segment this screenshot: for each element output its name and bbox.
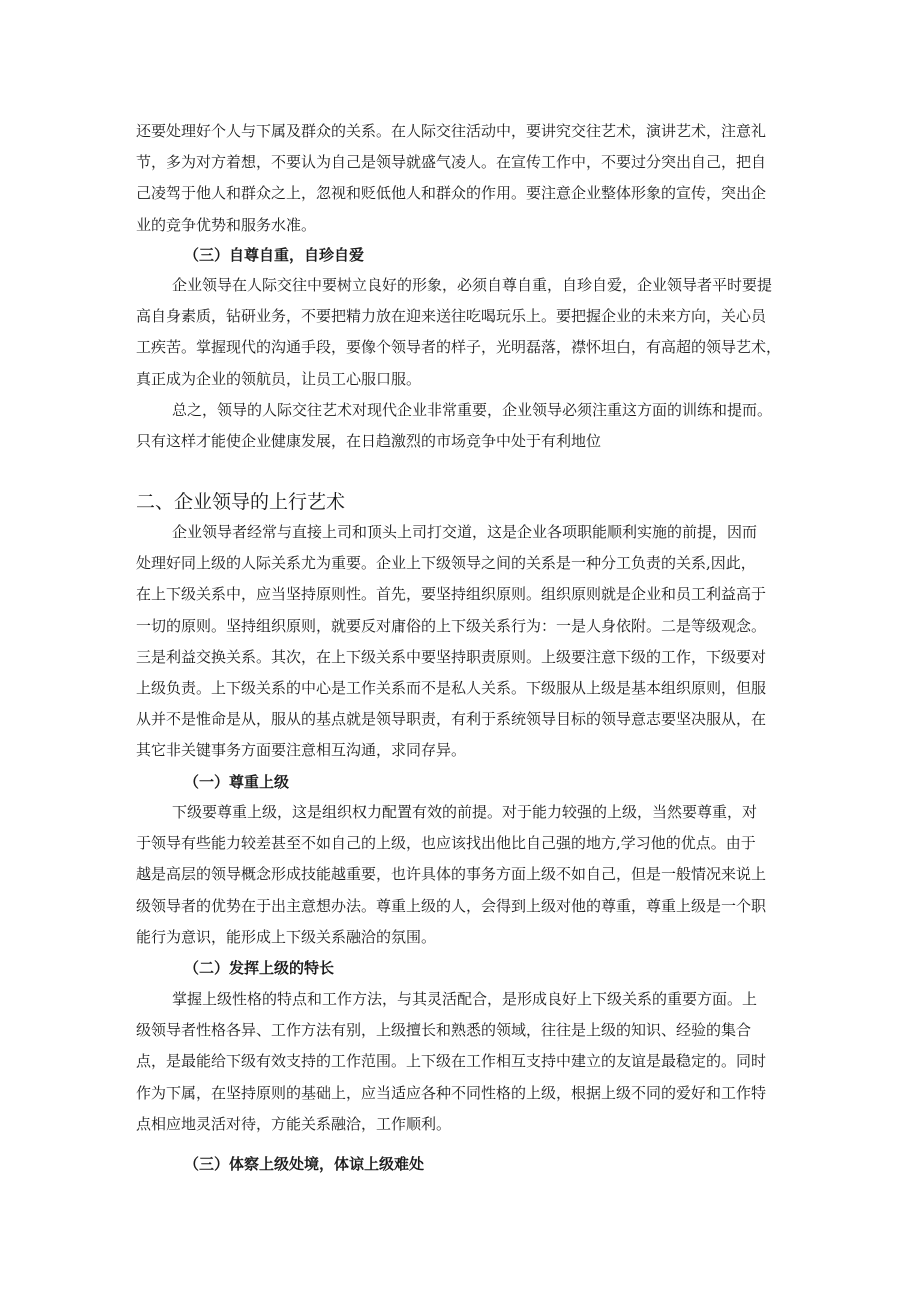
- paragraph-superior-strengths: [0, 984, 920, 1140]
- section-heading-superior-strengths: （二）发挥上级的特长: [184, 959, 335, 977]
- section-heading-self-respect: （三）自尊自重，自珍自爱: [184, 246, 365, 264]
- text-line: 于领导有些能力较差甚至不如自己的上级，也应该找出他比自己强的地方,学习他的优点。由于: [136, 834, 756, 853]
- section-heading-respect-superior: （一）尊重上级: [184, 773, 290, 791]
- text-line: 真正成为企业的领航员，让员工心服口服。: [136, 369, 422, 388]
- text-line: 点，是最能给下级有效支持的工作范围。上下级在工作相互支持中建立的友谊是最稳定的。同时: [136, 1052, 767, 1071]
- text-line: 作为下属，在坚持原则的基础上，应当适应各种不同性格的上级，根据上级不同的爱好和工作特: [136, 1083, 767, 1102]
- text-line: 下级要尊重上级，这是组织权力配置有效的前提。对于能力较强的上级，当然要尊重，对: [172, 803, 758, 821]
- text-line: 三是利益交换关系。其次，在上下级关系中要坚持职责原则。上级要注意下级的工作，下级要对: [136, 647, 767, 666]
- text-line: 己凌驾于他人和群众之上，忽视和贬低他人和群众的作用。要注意企业整体形象的宣传，突出企: [136, 184, 767, 203]
- paragraph-respect-superior: [0, 797, 920, 953]
- text-line: 只有这样才能使企业健康发展，在日趋激烈的市场竞争中处于有利地位: [136, 432, 602, 451]
- text-line: 上级负责。上下级关系的中心是工作关系而不是私人关系。下级服从上级是基本组织原则，但服: [136, 679, 767, 698]
- paragraph-self-respect: [0, 270, 920, 395]
- paragraph-summary: [0, 395, 920, 457]
- text-line: 企业领导在人际交往中要树立良好的形象，必须自尊自重，自珍自爱，企业领导者平时要提: [172, 276, 773, 294]
- text-line: 能行为意识，能形成上下级关系融洽的氛围。: [136, 927, 437, 946]
- text-line: 业的竞争优势和服务水准。: [136, 215, 317, 234]
- text-line: 处理好同上级的人际关系尤为重要。企业上下级领导之间的关系是一种分工负责的关系,因此，: [136, 554, 756, 573]
- text-line: 节，多为对方着想，不要认为自己是领导就盛气凌人。在宣传工作中，不要过分突出自己，把自: [136, 153, 767, 172]
- text-line: 高自身素质，钻研业务，不要把精力放在迎来送往吃喝玩乐上。要把握企业的未来方向，关心员: [136, 307, 767, 326]
- text-line: 企业领导者经常与直接上司和顶头上司打交道，这是企业各项职能顺利实施的前提，因而: [172, 523, 758, 541]
- text-line: 级领导者的优势在于出主意想办法。尊重上级的人，会得到上级对他的尊重，尊重上级是一个职: [136, 896, 767, 915]
- chapter-heading-upward-art: 二、企业领导的上行艺术: [136, 491, 346, 513]
- text-line: 还要处理好个人与下属及群众的关系。在人际交往活动中，要讲究交往艺术，演讲艺术，注意礼: [136, 122, 767, 140]
- text-line: 工疾苦。掌握现代的沟通手段，要像个领导者的样子，光明磊落，襟怀坦白，有高超的领导艺术，: [136, 338, 782, 357]
- text-line: 从并不是惟命是从，服从的基点就是领导职责，有利于系统领导目标的领导意志要坚决服从，在: [136, 710, 767, 729]
- text-line: 总之，领导的人际交往艺术对现代企业非常重要，企业领导必须注重这方面的训练和提而。: [172, 401, 773, 419]
- text-line: 在上下级关系中，应当坚持原则性。首先，要坚持组织原则。组织原则就是企业和员工利益高于: [136, 585, 767, 604]
- section-heading-understand-superior: （三）体察上级处境，体谅上级难处: [184, 1155, 425, 1173]
- paragraph-upward-relations: [0, 517, 920, 767]
- text-line: 一切的原则。坚持组织原则，就要反对庸俗的上下级关系行为：一是人身依附。二是等级观念。: [136, 616, 767, 635]
- paragraph-relations: [0, 116, 920, 241]
- text-line: 级领导者性格各异、工作方法有别，上级擅长和熟悉的领域，往往是上级的知识、经验的集合: [136, 1021, 752, 1040]
- text-line: 点相应地灵活对待，方能关系融洽，工作顺利。: [136, 1114, 452, 1133]
- text-line: 掌握上级性格的特点和工作方法，与其灵活配合，是形成良好上下级关系的重要方面。上: [172, 990, 758, 1008]
- text-line: 越是高层的领导概念形成技能越重要，也许具体的事务方面上级不如自己，但是一般情况来说上: [136, 865, 767, 884]
- text-line: 其它非关键事务方面要注意相互沟通，求同存异。: [136, 741, 467, 760]
